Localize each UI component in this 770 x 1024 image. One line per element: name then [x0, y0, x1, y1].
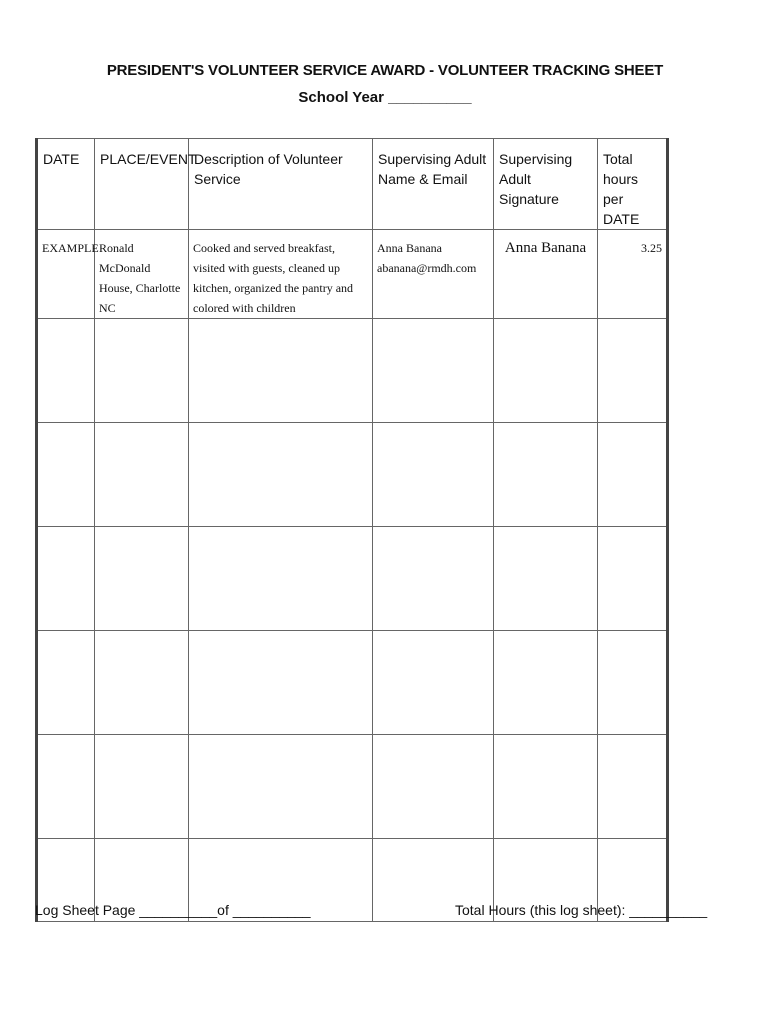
col-header-hours: Total hours per DATE — [598, 139, 668, 230]
volunteer-log-table — [35, 138, 669, 922]
description-cell[interactable] — [189, 631, 373, 735]
place-cell[interactable] — [95, 423, 189, 527]
col-header-date: DATE — [37, 139, 95, 230]
date-cell[interactable] — [37, 735, 95, 839]
table-row — [37, 631, 668, 735]
col-header-description: Description of Volunteer Service — [189, 139, 373, 230]
place-cell[interactable] — [95, 527, 189, 631]
hours-cell[interactable] — [598, 527, 668, 631]
school-year-field[interactable]: School Year __________ — [298, 89, 472, 106]
adult-cell[interactable] — [373, 735, 494, 839]
example-signature: Anna Banana — [494, 230, 598, 319]
table-row — [37, 527, 668, 631]
place-cell[interactable] — [95, 735, 189, 839]
adult-cell[interactable] — [373, 527, 494, 631]
example-place: Ronald McDonald House, Charlotte NC — [95, 230, 189, 319]
signature-cell[interactable] — [494, 527, 598, 631]
example-hours: 3.25 — [598, 230, 668, 319]
date-cell[interactable] — [37, 423, 95, 527]
table-header-row — [37, 139, 668, 230]
signature-cell[interactable] — [494, 631, 598, 735]
adult-cell[interactable] — [373, 423, 494, 527]
date-cell[interactable] — [37, 527, 95, 631]
total-hours-field[interactable]: Total Hours (this log sheet): __________ — [455, 902, 708, 918]
signature-cell[interactable] — [494, 423, 598, 527]
col-header-adult-name: Supervising Adult Name & Email — [373, 139, 494, 230]
sheet-title: PRESIDENT'S VOLUNTEER SERVICE AWARD - VOLUNTEER TRACKING SHEET — [106, 62, 664, 79]
signature-cell[interactable] — [494, 319, 598, 423]
col-header-place: PLACE/EVENT — [95, 139, 189, 230]
adult-cell[interactable] — [373, 319, 494, 423]
description-cell[interactable] — [189, 735, 373, 839]
date-cell[interactable] — [37, 631, 95, 735]
log-sheet-page-field[interactable]: Log Sheet Page __________of __________ — [35, 902, 311, 918]
example-adult — [373, 230, 494, 319]
example-date: EXAMPLE — [37, 230, 95, 319]
place-cell[interactable] — [95, 631, 189, 735]
hours-cell[interactable] — [598, 631, 668, 735]
table-row — [37, 319, 668, 423]
signature-cell[interactable] — [494, 735, 598, 839]
adult-cell[interactable] — [373, 631, 494, 735]
hours-cell[interactable] — [598, 423, 668, 527]
date-cell[interactable] — [37, 319, 95, 423]
example-adult-name: Anna Banana — [377, 241, 442, 255]
example-row — [37, 230, 668, 319]
example-description: Cooked and served breakfast, visited with guests, cleaned up kitchen, organized the pantry and colored with children — [189, 230, 373, 319]
table-row — [37, 423, 668, 527]
example-adult-email: abanana@rmdh.com — [377, 261, 477, 275]
description-cell[interactable] — [189, 319, 373, 423]
description-cell[interactable] — [189, 527, 373, 631]
col-header-signature: Supervising Adult Signature — [494, 139, 598, 230]
table-row — [37, 735, 668, 839]
hours-cell[interactable] — [598, 319, 668, 423]
hours-cell[interactable] — [598, 735, 668, 839]
description-cell[interactable] — [189, 423, 373, 527]
place-cell[interactable] — [95, 319, 189, 423]
